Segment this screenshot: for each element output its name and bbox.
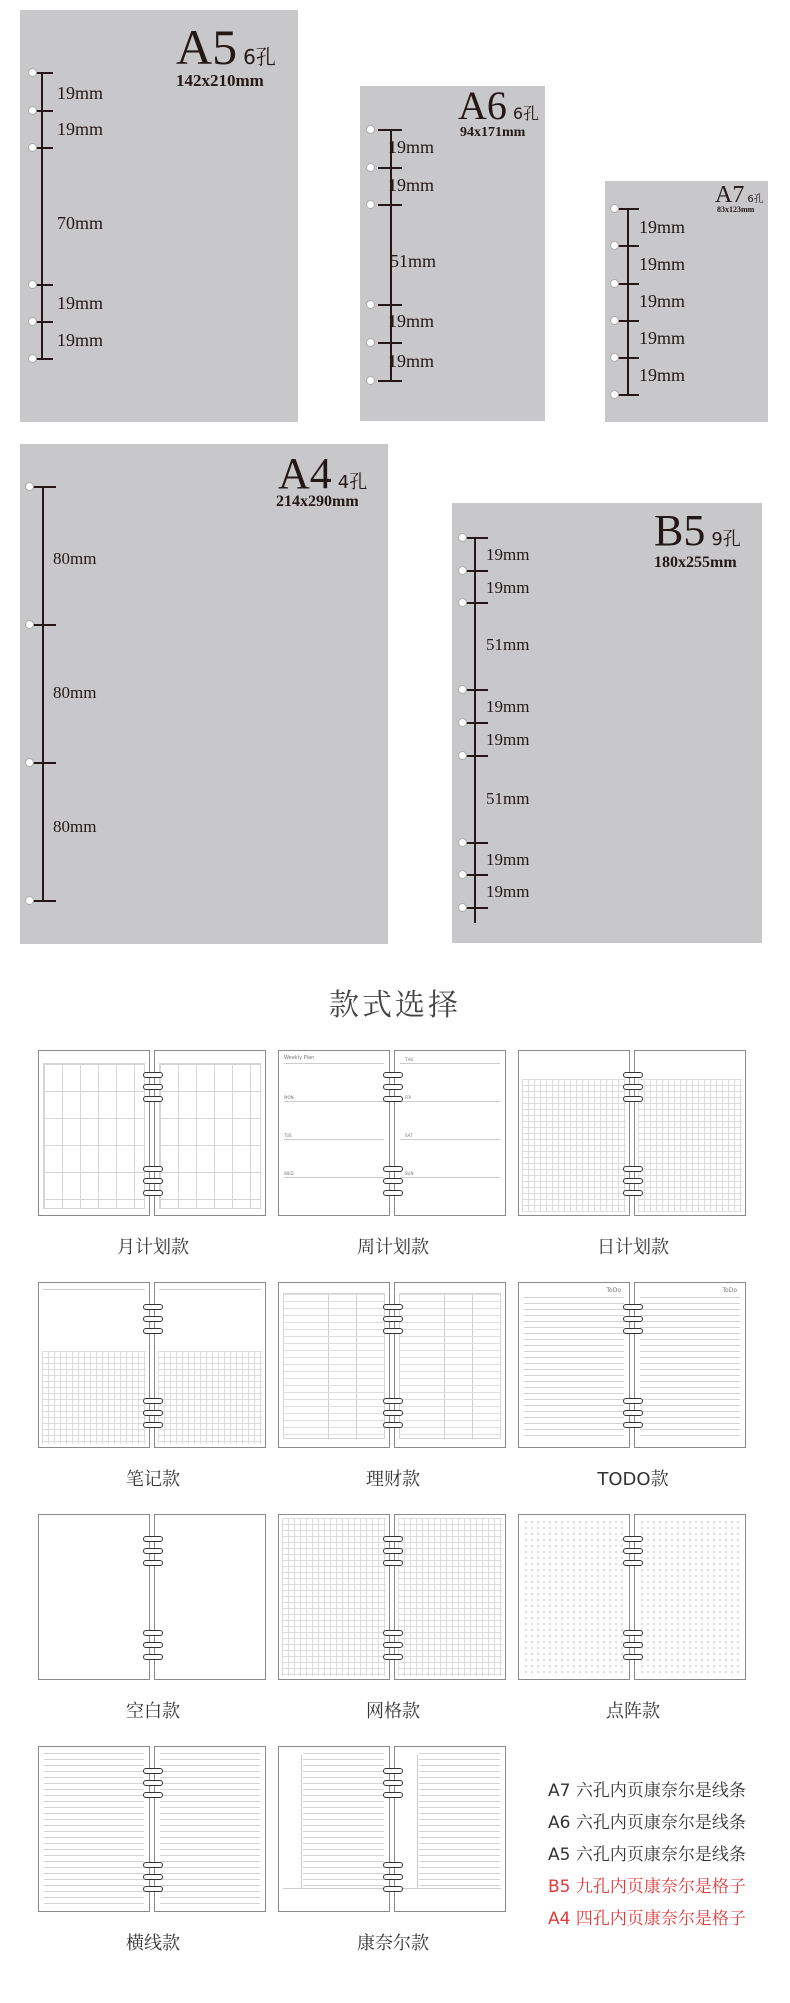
binder-ring	[143, 1886, 163, 1892]
style-label-notes: 笔记款	[126, 1469, 180, 1490]
style-label-lined: 横线款	[126, 1933, 180, 1954]
binder-ring	[623, 1654, 643, 1660]
a5-size-name: A5	[176, 19, 238, 75]
binder-ring	[383, 1560, 403, 1566]
a4-hole-count: 4孔	[337, 472, 368, 493]
style-option-grid[interactable]	[278, 1514, 508, 1682]
binder-ring	[143, 1862, 163, 1868]
a7-size-name: A7	[715, 182, 745, 208]
style-option-finance[interactable]	[278, 1282, 508, 1450]
a7-title	[715, 183, 764, 207]
binder-hole	[28, 68, 37, 77]
b5-hole-count: 9孔	[711, 529, 741, 550]
a7-measure: 19mm	[639, 254, 686, 274]
binder-ring	[623, 1328, 643, 1334]
page-left	[38, 1514, 150, 1680]
a6-size-name: A6	[458, 83, 507, 128]
binder-ring	[383, 1536, 403, 1542]
binder-ring	[623, 1642, 643, 1648]
binder-hole	[458, 718, 467, 727]
binder-ring	[143, 1422, 163, 1428]
binder-ring	[623, 1422, 643, 1428]
binder-ring	[143, 1630, 163, 1636]
a7-hole-count: 6孔	[747, 194, 764, 205]
binder-ring	[623, 1560, 643, 1566]
binder-hole	[610, 204, 619, 213]
style-label-daily: 日计划款	[597, 1237, 669, 1258]
a4-ruler	[42, 486, 44, 901]
binder-ring	[383, 1072, 403, 1078]
style-option-lined[interactable]	[38, 1746, 268, 1914]
a7-measure: 19mm	[639, 291, 686, 311]
style-option-notes[interactable]	[38, 1282, 268, 1450]
page-left	[518, 1050, 630, 1216]
style-option-blank[interactable]	[38, 1514, 268, 1682]
binder-ring	[383, 1874, 403, 1880]
binder-ring	[383, 1178, 403, 1184]
binder-hole	[28, 317, 37, 326]
binder-ring	[623, 1084, 643, 1090]
binder-hole	[28, 280, 37, 289]
page-right	[394, 1746, 506, 1912]
a7-dimensions: 83x123mm	[717, 205, 755, 214]
b5-measure: 19mm	[486, 578, 530, 597]
a6-measure: 19mm	[388, 351, 435, 371]
binder-ring	[383, 1084, 403, 1090]
binder-ring	[143, 1328, 163, 1334]
binder-hole	[366, 125, 375, 134]
binder-ring	[143, 1084, 163, 1090]
binder-hole	[610, 353, 619, 362]
binder-ring	[383, 1166, 403, 1172]
b5-ruler	[474, 537, 476, 923]
binder-ring	[143, 1768, 163, 1774]
style-option-todo[interactable]	[518, 1282, 748, 1450]
style-label-blank: 空白款	[126, 1701, 180, 1722]
binder-hole	[366, 300, 375, 309]
note-line: A6 六孔内页康奈尔是线条	[548, 1813, 746, 1833]
binder-ring	[143, 1072, 163, 1078]
a7-ruler	[627, 208, 629, 395]
binder-ring	[143, 1178, 163, 1184]
binder-ring	[383, 1642, 403, 1648]
a5-hole-count: 6孔	[243, 45, 276, 69]
a6-measure: 19mm	[388, 175, 435, 195]
a7-measure: 19mm	[639, 328, 686, 348]
a6-size-card	[360, 83, 545, 421]
a5-measure: 19mm	[57, 119, 104, 139]
binder-ring	[143, 1304, 163, 1310]
b5-measure: 51mm	[486, 789, 530, 808]
binder-hole	[366, 376, 375, 385]
style-label-todo: TODO款	[597, 1469, 669, 1490]
binder-hole	[28, 354, 37, 363]
note-line: B5 九孔内页康奈尔是格子	[548, 1877, 746, 1897]
page-left	[278, 1746, 390, 1912]
binder-ring	[143, 1654, 163, 1660]
a5-measure: 19mm	[57, 330, 104, 350]
binder-ring	[623, 1536, 643, 1542]
binder-hole	[25, 758, 34, 767]
binder-ring	[143, 1548, 163, 1554]
page-right	[634, 1050, 746, 1216]
style-label-monthly: 月计划款	[117, 1237, 189, 1258]
style-option-dot[interactable]	[518, 1514, 748, 1682]
binder-ring	[143, 1166, 163, 1172]
page-right	[154, 1050, 266, 1216]
binder-ring	[383, 1190, 403, 1196]
binder-ring	[623, 1630, 643, 1636]
a6-measure: 19mm	[388, 137, 435, 157]
binder-ring	[623, 1398, 643, 1404]
page-right: ToDo	[634, 1282, 746, 1448]
style-label-weekly: 周计划款	[357, 1237, 429, 1258]
binder-hole	[28, 143, 37, 152]
binder-hole	[458, 566, 467, 575]
a7-size-card	[605, 181, 768, 422]
binder-ring	[383, 1630, 403, 1636]
b5-title	[654, 506, 741, 555]
page-right	[154, 1282, 266, 1448]
style-option-daily[interactable]	[518, 1050, 748, 1218]
binder-ring	[143, 1780, 163, 1786]
binder-ring	[623, 1304, 643, 1310]
binder-ring	[143, 1398, 163, 1404]
page-right	[154, 1514, 266, 1680]
a6-hole-count: 6孔	[512, 104, 540, 123]
binder-hole	[366, 200, 375, 209]
binder-ring	[143, 1190, 163, 1196]
a4-measure: 80mm	[53, 817, 97, 836]
binder-hole	[458, 685, 467, 694]
a6-measure: 51mm	[390, 251, 437, 271]
binder-ring	[383, 1548, 403, 1554]
a7-measure: 19mm	[639, 365, 686, 385]
binder-ring	[383, 1328, 403, 1334]
binder-hole	[458, 751, 467, 760]
style-option-weekly[interactable]	[278, 1050, 508, 1218]
binder-hole	[458, 838, 467, 847]
a4-size-card	[20, 444, 388, 944]
binder-hole	[25, 482, 34, 491]
note-line: A4 四孔内页康奈尔是格子	[548, 1909, 746, 1929]
binder-hole	[458, 870, 467, 879]
binder-ring	[623, 1178, 643, 1184]
binder-hole	[610, 241, 619, 250]
binder-ring	[383, 1768, 403, 1774]
b5-measure: 51mm	[486, 635, 530, 654]
binder-ring	[383, 1316, 403, 1322]
b5-size-name: B5	[654, 506, 706, 555]
a6-measure: 19mm	[388, 311, 435, 331]
page-right	[634, 1514, 746, 1680]
page-left: Weekly Plan MON TUE WED	[278, 1050, 390, 1216]
binder-hole	[25, 620, 34, 629]
binder-ring	[623, 1072, 643, 1078]
binder-ring	[143, 1096, 163, 1102]
page-left	[38, 1746, 150, 1912]
page-right: THU FRI SAT SUN	[394, 1050, 506, 1216]
a5-measure: 19mm	[57, 293, 104, 313]
a5-size-card	[20, 10, 298, 422]
binder-ring	[383, 1654, 403, 1660]
page-left: ToDo	[518, 1282, 630, 1448]
binder-ring	[383, 1304, 403, 1310]
binder-ring	[383, 1792, 403, 1798]
styles-section-title: 款式选择	[329, 988, 461, 1023]
binder-ring	[143, 1560, 163, 1566]
page-left	[278, 1514, 390, 1680]
binder-ring	[623, 1316, 643, 1322]
binder-hole	[366, 163, 375, 172]
binder-ring	[143, 1874, 163, 1880]
b5-measure: 19mm	[486, 697, 530, 716]
a5-title	[176, 19, 276, 75]
b5-measure: 19mm	[486, 882, 530, 901]
binder-ring	[623, 1190, 643, 1196]
binder-hole	[610, 390, 619, 399]
cornell-notes	[548, 1775, 746, 1935]
binder-ring	[623, 1410, 643, 1416]
b5-measure: 19mm	[486, 850, 530, 869]
binder-ring	[383, 1410, 403, 1416]
page-left	[38, 1282, 150, 1448]
b5-dimensions: 180x255mm	[654, 554, 737, 571]
page-right	[394, 1514, 506, 1680]
binder-ring	[143, 1642, 163, 1648]
style-option-cornell[interactable]	[278, 1746, 508, 1914]
page-left	[278, 1282, 390, 1448]
binder-hole	[28, 106, 37, 115]
binder-hole	[458, 903, 467, 912]
note-line: A7 六孔内页康奈尔是线条	[548, 1781, 746, 1801]
binder-hole	[610, 279, 619, 288]
binder-hole	[458, 533, 467, 542]
binder-ring	[623, 1096, 643, 1102]
binder-ring	[143, 1536, 163, 1542]
binder-hole	[458, 598, 467, 607]
a7-measure: 19mm	[639, 217, 686, 237]
b5-measure: 19mm	[486, 730, 530, 749]
a5-measure: 19mm	[57, 83, 104, 103]
binder-ring	[383, 1096, 403, 1102]
binder-ring	[383, 1780, 403, 1786]
a6-title	[458, 83, 540, 128]
a5-ruler	[41, 72, 43, 358]
binder-ring	[383, 1862, 403, 1868]
page-right	[394, 1282, 506, 1448]
binder-hole	[25, 896, 34, 905]
a5-measure: 70mm	[57, 213, 104, 233]
page-right	[154, 1746, 266, 1912]
binder-ring	[383, 1886, 403, 1892]
binder-hole	[610, 316, 619, 325]
style-label-cornell: 康奈尔款	[357, 1933, 429, 1954]
a4-measure: 80mm	[53, 549, 97, 568]
binder-ring	[383, 1398, 403, 1404]
style-option-monthly[interactable]	[38, 1050, 268, 1218]
style-label-finance: 理财款	[366, 1469, 420, 1490]
b5-size-card	[452, 503, 762, 943]
note-line: A5 六孔内页康奈尔是线条	[548, 1845, 746, 1865]
b5-measure: 19mm	[486, 545, 530, 564]
page-left	[38, 1050, 150, 1216]
style-label-grid: 网格款	[366, 1701, 420, 1722]
a4-size-name: A4	[278, 449, 332, 498]
page-left	[518, 1514, 630, 1680]
binder-ring	[143, 1792, 163, 1798]
a6-dimensions: 94x171mm	[460, 125, 526, 140]
a4-title	[278, 449, 368, 498]
style-label-dot: 点阵款	[606, 1701, 660, 1722]
binder-ring	[623, 1166, 643, 1172]
a4-measure: 80mm	[53, 683, 97, 702]
a4-dimensions: 214x290mm	[276, 493, 359, 510]
binder-ring	[143, 1410, 163, 1416]
binder-ring	[383, 1422, 403, 1428]
a5-dimensions: 142x210mm	[176, 71, 264, 90]
binder-ring	[143, 1316, 163, 1322]
binder-hole	[366, 338, 375, 347]
binder-ring	[623, 1548, 643, 1554]
